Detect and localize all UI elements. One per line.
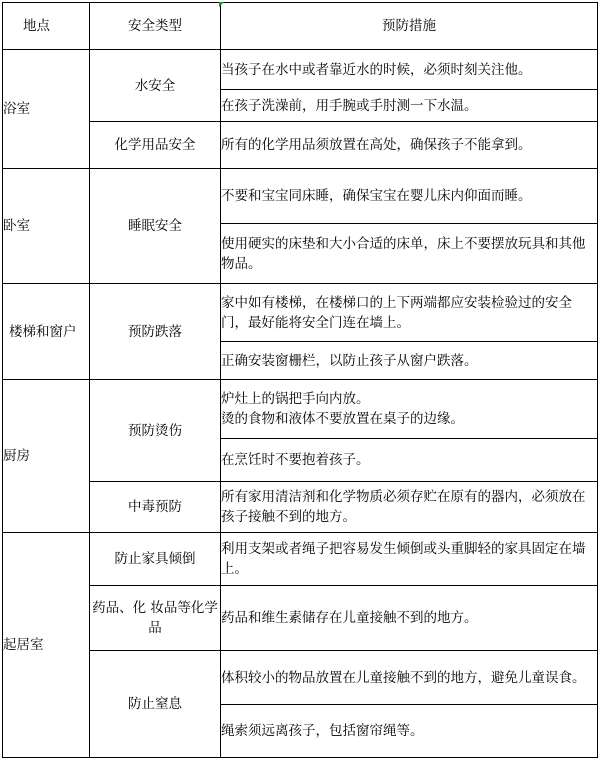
measure-cell[interactable]: 在烹饪时不要抱着孩子。 <box>221 439 598 482</box>
table-row <box>3 169 598 224</box>
table-row <box>3 122 598 169</box>
measure-cell[interactable]: 所有的化学用品须放置在高处，确保孩子不能拿到。 <box>221 122 598 169</box>
header-measures[interactable]: 预防措施 <box>221 3 598 50</box>
measure-cell[interactable]: 利用支架或者绳子把容易发生倾倒或头重脚轻的家具固定在墙上。 <box>221 533 598 586</box>
type-poison-prevention[interactable]: 中毒预防 <box>90 482 221 533</box>
type-chemical-safety[interactable]: 化学用品安全 <box>90 122 221 169</box>
table-row <box>3 586 598 651</box>
table-row <box>3 284 598 342</box>
type-choking-prevention[interactable]: 防止窒息 <box>90 651 221 758</box>
measure-cell[interactable]: 使用硬实的床垫和大小合适的床单，床上不要摆放玩具和其他物品。 <box>221 224 598 284</box>
table-row <box>3 50 598 90</box>
measure-cell[interactable]: 药品和维生素储存在儿童接触不到的地方。 <box>221 586 598 651</box>
header-row <box>3 3 598 50</box>
safety-table <box>2 2 598 758</box>
location-kitchen[interactable]: 厨房 <box>3 380 90 533</box>
measure-cell[interactable]: 体积较小的物品放置在儿童接触不到的地方，避免儿童误食。 <box>221 651 598 705</box>
type-water-safety[interactable]: 水安全 <box>90 50 221 122</box>
type-furniture-tipping[interactable]: 防止家具倾倒 <box>90 533 221 586</box>
type-fall-prevention[interactable]: 预防跌落 <box>90 284 221 380</box>
location-bathroom[interactable]: 浴室 <box>3 50 90 169</box>
table-row <box>3 380 598 439</box>
header-location[interactable]: 地点 <box>3 3 90 50</box>
measure-cell[interactable]: 炉灶上的锅把手向内放。 烫的食物和液体不要放置在桌子的边缘。 <box>221 380 598 439</box>
header-safety-type[interactable]: 安全类型 <box>90 3 221 50</box>
location-stairs-windows[interactable]: 楼梯和窗户 <box>3 284 90 380</box>
cell-comment-marker <box>219 2 224 7</box>
measure-cell[interactable]: 家中如有楼梯，在楼梯口的上下两端都应安装检验过的安全门，最好能将安全门连在墙上。 <box>221 284 598 342</box>
measure-cell[interactable]: 在孩子洗澡前，用手腕或手肘测一下水温。 <box>221 90 598 122</box>
location-living-room[interactable]: 起居室 <box>3 533 90 758</box>
measure-cell[interactable]: 绳索须远离孩子，包括窗帘绳等。 <box>221 705 598 758</box>
measure-cell[interactable]: 正确安装窗栅栏，以防止孩子从窗户跌落。 <box>221 342 598 380</box>
table-row <box>3 651 598 705</box>
type-medicine-chemicals[interactable]: 药品、化 妆品等化学品 <box>90 586 221 651</box>
measure-cell[interactable]: 不要和宝宝同床睡，确保宝宝在婴儿床内仰面而睡。 <box>221 169 598 224</box>
measure-cell[interactable]: 所有家用清洁剂和化学物质必须存贮在原有的器内，必须放在孩子接触不到的地方。 <box>221 482 598 533</box>
type-burn-prevention[interactable]: 预防烫伤 <box>90 380 221 482</box>
type-sleep-safety[interactable]: 睡眠安全 <box>90 169 221 284</box>
table-row <box>3 482 598 533</box>
table-row <box>3 533 598 586</box>
location-bedroom[interactable]: 卧室 <box>3 169 90 284</box>
measure-cell[interactable]: 当孩子在水中或者靠近水的时候，必须时刻关注他。 <box>221 50 598 90</box>
